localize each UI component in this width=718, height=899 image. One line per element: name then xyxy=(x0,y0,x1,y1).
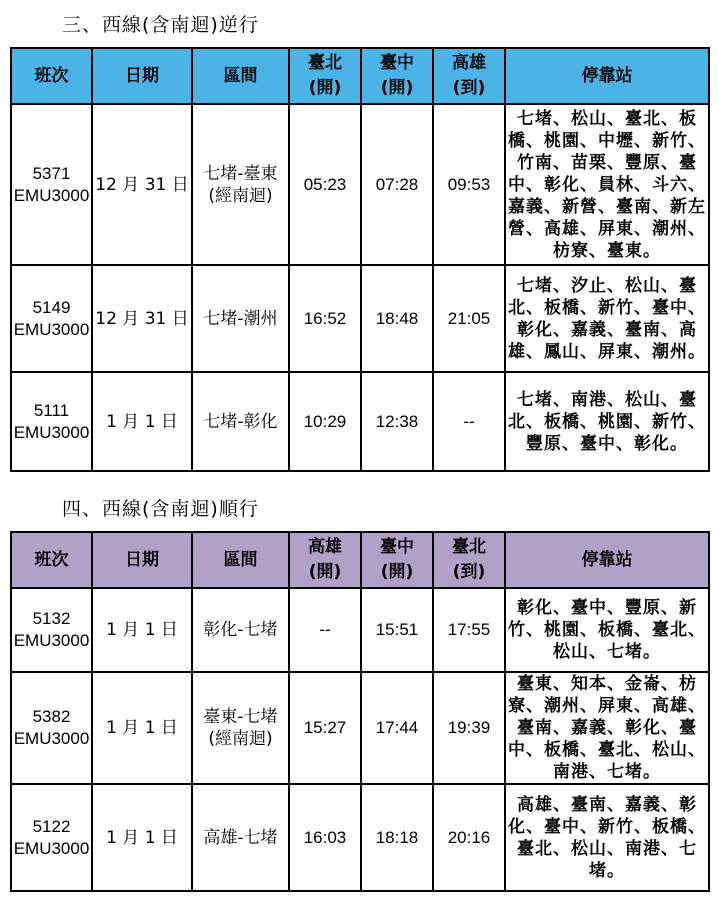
train-number: 5149 xyxy=(32,297,71,317)
date-cell: 1 月 1 日 xyxy=(92,372,192,471)
header-station: 高雄 xyxy=(308,537,342,557)
route-cell xyxy=(192,784,289,891)
time-cell-1: 15:27 xyxy=(289,672,361,784)
train-number: 5382 xyxy=(32,707,71,726)
table-header-row xyxy=(11,532,709,588)
time-cell-3: 20:16 xyxy=(433,784,505,891)
route-name: 彰化-七堵 xyxy=(203,620,278,640)
time-cell-3: -- xyxy=(433,372,505,471)
time-cell-1: 16:03 xyxy=(289,784,361,891)
train-number: 5111 xyxy=(33,400,70,420)
header-time-2 xyxy=(361,48,433,104)
stops-cell: 高雄、臺南、嘉義、彰化、臺中、新竹、板橋、臺北、松山、南港、七堵。 xyxy=(505,784,709,891)
train-type: EMU3000 xyxy=(13,185,90,205)
route-name: 七堵-潮州 xyxy=(203,308,278,329)
route-cell xyxy=(192,588,289,672)
date-cell: 1 月 1 日 xyxy=(92,588,192,672)
route-cell xyxy=(192,672,289,784)
train-type: EMU3000 xyxy=(13,838,90,858)
train-type: EMU3000 xyxy=(13,319,90,339)
schedule-table-counterclockwise xyxy=(10,47,710,472)
time-cell-1: -- xyxy=(289,588,361,672)
train-number: 5371 xyxy=(32,163,71,183)
route-cell xyxy=(192,104,289,265)
header-direction: (開) xyxy=(380,78,414,98)
train-number-cell xyxy=(11,265,92,372)
header-direction: (開) xyxy=(308,562,342,582)
date-cell: 1 月 1 日 xyxy=(92,784,192,891)
header-station: 臺北 xyxy=(452,537,486,557)
header-section: 區間 xyxy=(192,48,289,104)
train-type: EMU3000 xyxy=(13,729,90,748)
date-cell: 12 月 31 日 xyxy=(92,265,192,372)
date-cell: 12 月 31 日 xyxy=(92,104,192,265)
route-note: (經南迴) xyxy=(208,729,273,749)
train-number: 5122 xyxy=(32,816,71,836)
stops-cell: 臺東、知本、金崙、枋寮、潮州、屏東、高雄、臺南、嘉義、彰化、臺中、板橋、臺北、松山、南港、七堵。 xyxy=(505,672,709,784)
train-number-cell xyxy=(11,672,92,784)
train-number-cell xyxy=(11,588,92,672)
table-row xyxy=(11,588,709,672)
header-direction: (到) xyxy=(452,562,486,582)
route-name: 七堵-彰化 xyxy=(203,411,278,432)
time-cell-2: 15:51 xyxy=(361,588,433,672)
time-cell-2: 17:44 xyxy=(361,672,433,784)
header-time-1 xyxy=(289,532,361,588)
header-time-1 xyxy=(289,48,361,104)
train-type: EMU3000 xyxy=(13,631,90,650)
time-cell-2: 18:18 xyxy=(361,784,433,891)
route-note: (經南迴) xyxy=(208,185,273,206)
header-stops: 停靠站 xyxy=(505,48,709,104)
header-stops: 停靠站 xyxy=(505,532,709,588)
table-row xyxy=(11,265,709,372)
header-station: 臺北 xyxy=(308,53,342,73)
header-station: 臺中 xyxy=(380,537,414,557)
time-cell-1: 10:29 xyxy=(289,372,361,471)
header-time-3 xyxy=(433,532,505,588)
header-train: 班次 xyxy=(11,48,92,104)
time-cell-2: 12:38 xyxy=(361,372,433,471)
header-section: 區間 xyxy=(192,532,289,588)
header-station: 高雄 xyxy=(452,53,486,73)
header-date: 日期 xyxy=(92,532,192,588)
time-cell-3: 19:39 xyxy=(433,672,505,784)
section-title-westbound-counterclockwise: 三、西線(含南迴)逆行 xyxy=(62,14,259,36)
route-name: 高雄-七堵 xyxy=(203,827,278,848)
route-name: 七堵-臺東 xyxy=(203,163,278,184)
header-time-2 xyxy=(361,532,433,588)
header-train: 班次 xyxy=(11,532,92,588)
table-row xyxy=(11,784,709,891)
route-name: 臺東-七堵 xyxy=(203,707,278,727)
section-title-westbound-clockwise: 四、西線(含南迴)順行 xyxy=(62,498,259,520)
stops-cell: 彰化、臺中、豐原、新竹、桃園、板橋、臺北、松山、七堵。 xyxy=(505,588,709,672)
header-direction: (開) xyxy=(308,78,342,98)
table-row xyxy=(11,672,709,784)
header-direction: (到) xyxy=(452,78,486,98)
route-cell xyxy=(192,265,289,372)
train-number-cell xyxy=(11,104,92,265)
time-cell-3: 17:55 xyxy=(433,588,505,672)
train-type: EMU3000 xyxy=(13,422,90,442)
table-header-row xyxy=(11,48,709,104)
time-cell-1: 16:52 xyxy=(289,265,361,372)
stops-cell: 七堵、松山、臺北、板橋、桃園、中壢、新竹、竹南、苗栗、豐原、臺中、彰化、員林、斗六、嘉義、新營、臺南、新左營、高雄、屏東、潮州、枋寮、臺東。 xyxy=(505,104,709,265)
time-cell-3: 21:05 xyxy=(433,265,505,372)
time-cell-3: 09:53 xyxy=(433,104,505,265)
time-cell-1: 05:23 xyxy=(289,104,361,265)
header-direction: (開) xyxy=(380,562,414,582)
train-number-cell xyxy=(11,372,92,471)
train-number-cell xyxy=(11,784,92,891)
time-cell-2: 18:48 xyxy=(361,265,433,372)
schedule-table-clockwise xyxy=(10,531,710,892)
header-time-3 xyxy=(433,48,505,104)
table-row xyxy=(11,372,709,471)
stops-cell: 七堵、南港、松山、臺北、板橋、桃園、新竹、豐原、臺中、彰化。 xyxy=(505,372,709,471)
header-station: 臺中 xyxy=(380,53,414,73)
train-number: 5132 xyxy=(32,609,71,628)
table-row xyxy=(11,104,709,265)
time-cell-2: 07:28 xyxy=(361,104,433,265)
date-cell: 1 月 1 日 xyxy=(92,672,192,784)
header-date: 日期 xyxy=(92,48,192,104)
stops-cell: 七堵、汐止、松山、臺北、板橋、新竹、臺中、彰化、嘉義、臺南、高雄、鳳山、屏東、潮州。 xyxy=(505,265,709,372)
route-cell xyxy=(192,372,289,471)
